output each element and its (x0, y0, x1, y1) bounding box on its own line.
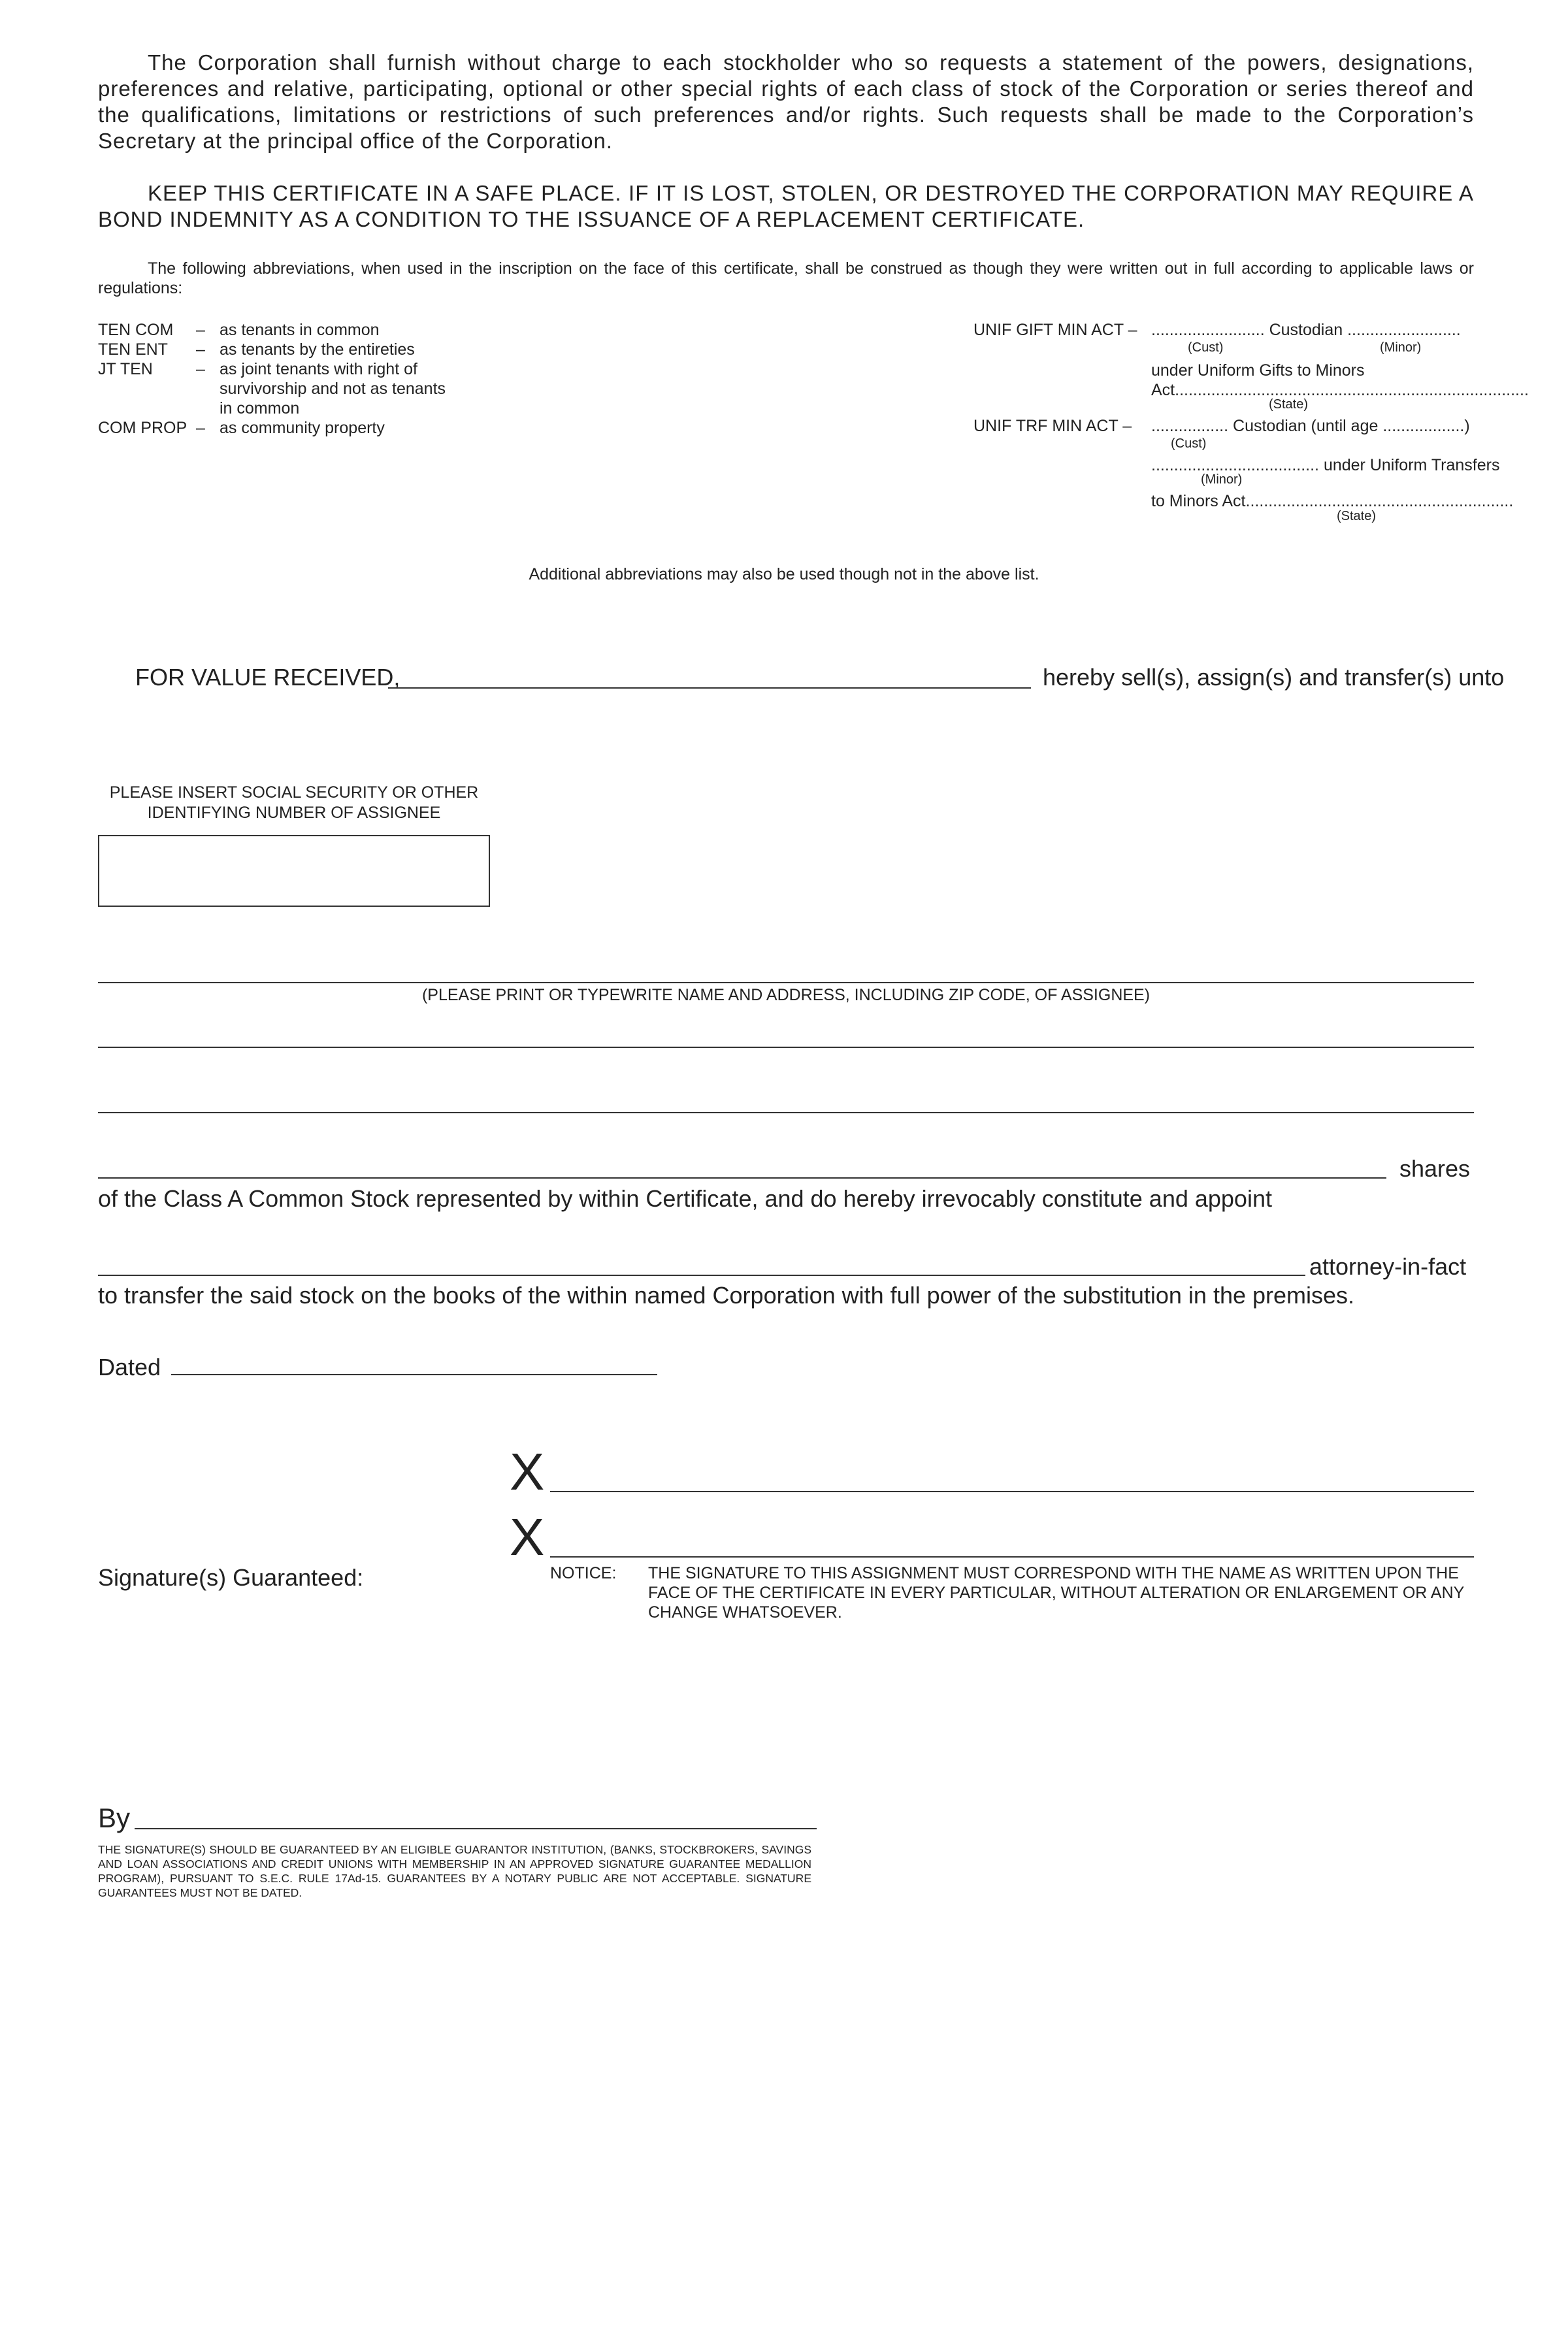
shares-label: shares (1399, 1155, 1471, 1182)
abbrev-dash (196, 399, 220, 418)
assignee-caption: (PLEASE PRINT OR TYPEWRITE NAME AND ADDRESS, INCLUDING ZIP CODE, OF ASSIGNEE) (421, 986, 1151, 1004)
attorney-in-fact-label: attorney-in-fact (1309, 1253, 1467, 1280)
sell-assign-transfer-label: hereby sell(s), assign(s) and transfer(s) unto (1043, 664, 1505, 691)
abbrev-row (98, 320, 446, 340)
keep-safe-paragraph (98, 180, 1474, 233)
abbrev-dash: – (196, 340, 205, 359)
abbrev-code: COM PROP (98, 419, 188, 437)
assignor-name-line[interactable] (388, 687, 1031, 689)
dated-label: Dated (98, 1354, 161, 1380)
transfer-stock-line: to transfer the said stock on the books of the within named Corporation with full power of the substitution in the premises. (98, 1282, 1355, 1309)
abbrev-dash: – (196, 360, 205, 378)
unif-trf-label: UNIF TRF MIN ACT – (973, 417, 1132, 435)
guarantee-fine-print: THE SIGNATURE(S) SHOULD BE GUARANTEED BY AN ELIGIBLE GUARANTOR INSTITUTION, (BANKS, STOCKBROKERS, SAVINGS AND LOAN ASSOCIATIONS AND CREDIT UNIONS WITH MEMBERSHIP IN AN APPROVED SIGNATURE GUARANTEE MEDALLION PROGRAM), PURSUANT TO S.E.C. RULE 17Ad-15. GUARANTEES BY A NOTARY PUBLIC ARE NOT ACCEPTABLE. SIGNATURE GUARANTEES MUST NOT BE DATED. (98, 1843, 811, 1899)
abbreviation-list (98, 320, 446, 438)
unif-gift-line1: ......................... Custodian ......................... (1151, 321, 1461, 339)
unif-trf-line1: ................. Custodian (until age ..................) (1151, 417, 1470, 435)
keep-safe-text: KEEP THIS CERTIFICATE IN A SAFE PLACE. IF IT IS LOST, STOLEN, OR DESTROYED THE CORPORATION MAY REQUIRE A BOND INDEMNITY AS A CONDITION TO THE ISSUANCE OF A REPLACEMENT CERTIFICATE. (98, 181, 1474, 231)
abbrev-code (98, 399, 196, 418)
abbrev-row (98, 418, 446, 438)
unif-gift-line2: under Uniform Gifts to Minors (1151, 361, 1365, 380)
unif-trf-line2: ..................................... under Uniform Transfers (1151, 456, 1500, 474)
unif-gift-cust-caption: (Cust) (1188, 340, 1224, 355)
abbrev-row (98, 379, 446, 399)
abbrev-code: TEN COM (98, 321, 174, 339)
class-a-stock-line: of the Class A Common Stock represented by within Certificate, and do hereby irrevocably constitute and appoint (98, 1185, 1272, 1212)
abbrev-meaning: as community property (220, 419, 385, 437)
unif-trf-state-caption: (State) (1337, 509, 1377, 523)
ssn-label-line2: IDENTIFYING NUMBER OF ASSIGNEE (147, 804, 441, 822)
abbrev-code: JT TEN (98, 360, 153, 378)
unif-gift-line3: Act.............................................................................. (1151, 381, 1529, 399)
shares-count-line[interactable] (98, 1177, 1386, 1179)
unif-gift-label: UNIF GIFT MIN ACT – (973, 321, 1137, 339)
unif-gift-state-caption: (State) (1269, 397, 1309, 412)
abbrev-dash (196, 379, 220, 399)
abbrev-code: TEN ENT (98, 340, 168, 359)
abbrev-meaning: as tenants by the entireties (220, 340, 415, 359)
guarantor-signature-line[interactable] (135, 1828, 817, 1829)
unif-gift-minor-caption: (Minor) (1380, 340, 1422, 355)
abbrev-row (98, 340, 446, 359)
furnish-paragraph (98, 50, 1474, 154)
ssn-label-line1: PLEASE INSERT SOCIAL SECURITY OR OTHER (109, 783, 479, 802)
for-value-received-label: FOR VALUE RECEIVED, (135, 664, 400, 691)
abbrev-meaning: as joint tenants with right of (220, 360, 417, 378)
signature-x-mark-2: X (510, 1508, 545, 1566)
abbrev-dash: – (196, 419, 205, 437)
ssn-input-box[interactable] (98, 835, 490, 907)
signature-x-mark-1: X (510, 1443, 545, 1501)
abbrev-intro-text: The following abbreviations, when used in the inscription on the face of this certificate, shall be construed as though they were written out in full according to applicable laws or regulations: (98, 259, 1474, 297)
abbrev-row (98, 399, 446, 418)
by-label: By (98, 1803, 131, 1833)
date-line[interactable] (171, 1374, 657, 1375)
abbrev-code (98, 379, 196, 399)
signature-line-1[interactable] (550, 1491, 1474, 1492)
assignee-address-line-2[interactable] (98, 1112, 1474, 1113)
additional-abbreviations-note: Additional abbreviations may also be used though not in the above list. (529, 565, 1039, 583)
furnish-text: The Corporation shall furnish without charge to each stockholder who so requests a statement of the powers, designations, preferences and relative, participating, optional or other special rights of each class of stock of the Corporation or series thereof and the qualifications, limitations or restrictions of such preferences and/or rights. Such requests shall be made to the Corporation’s Secretary at the principal office of the Corporation. (98, 50, 1474, 153)
signature-line-2[interactable] (550, 1556, 1474, 1558)
assignee-address-line-1[interactable] (98, 1047, 1474, 1048)
unif-trf-line3: to Minors Act........................................................... (1151, 492, 1514, 510)
notice-text-line2: FACE OF THE CERTIFICATE IN EVERY PARTICULAR, WITHOUT ALTERATION OR ENLARGEMENT OR ANY (648, 1584, 1465, 1602)
signature-guaranteed-label: Signature(s) Guaranteed: (98, 1564, 364, 1591)
abbrev-meaning: in common (220, 399, 300, 417)
abbrev-meaning: as tenants in common (220, 321, 380, 339)
attorney-name-line[interactable] (98, 1275, 1305, 1276)
unif-trf-minor-caption: (Minor) (1201, 472, 1243, 487)
abbrev-dash: – (196, 321, 205, 339)
assignee-name-line[interactable] (98, 982, 1474, 983)
unif-trf-cust-caption: (Cust) (1171, 436, 1207, 451)
abbrev-meaning: survivorship and not as tenants (220, 380, 446, 398)
abbrev-row (98, 359, 446, 379)
notice-text-line1: THE SIGNATURE TO THIS ASSIGNMENT MUST CORRESPOND WITH THE NAME AS WRITTEN UPON THE (648, 1564, 1459, 1582)
abbrev-intro-paragraph (98, 259, 1474, 298)
notice-text-line3: CHANGE WHATSOEVER. (648, 1603, 842, 1622)
notice-label: NOTICE: (550, 1564, 617, 1582)
